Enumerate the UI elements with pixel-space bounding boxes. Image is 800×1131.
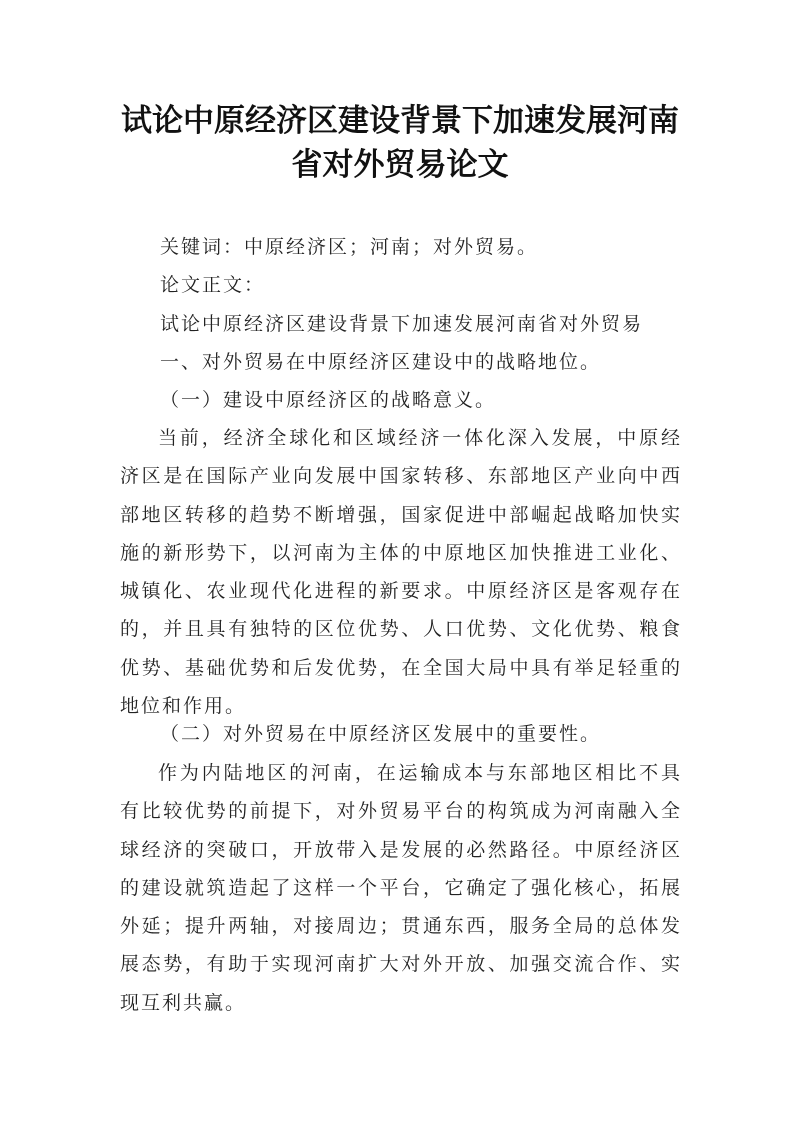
keywords-line: 关键词：中原经济区；河南；对外贸易。 [160, 236, 539, 258]
document-title-line-1: 试论中原经济区建设背景下加速发展河南 [121, 103, 679, 139]
body-label: 论文正文： [160, 274, 266, 296]
article-subtitle: 试论中原经济区建设背景下加速发展河南省对外贸易 [160, 313, 644, 335]
paragraph-1: 当前，经济全球化和区域经济一体化深入发展，中原经济区是在国际产业向发展中国家转移、东部地区产业向中西部地区转移的趋势不断增强，国家促进中部崛起战略加快实施的新形势下，以河南为主体的中原地区加快推进工业化、城镇化、农业现代化进程的新要求。中原经济区是客观存在的，并且具有独特的区位优势、人口优势、文化优势、粮食优势、基础优势和后发优势，在全国大局中具有举足轻重的地位和作用。 [120, 427, 682, 718]
document-title-line-2: 省对外贸易论文 [291, 147, 509, 183]
subsection-2-heading: （二）对外贸易在中原经济区发展中的重要性。 [160, 723, 602, 745]
subsection-1-heading: （一）建设中原经济区的战略意义。 [160, 389, 497, 411]
paragraph-2: 作为内陆地区的河南，在运输成本与东部地区相比不具有比较优势的前提下，对外贸易平台的构筑成为河南融入全球经济的突破口，开放带入是发展的必然路径。中原经济区的建设就筑造起了这样一个平台，它确定了强化核心，拓展外延；提升两轴，对接周边；贯通东西，服务全局的总体发展态势，有助于实现河南扩大对外开放、加强交流合作、实现互利共赢。 [120, 762, 682, 1014]
section-1-heading: 一、对外贸易在中原经济区建设中的战略地位。 [160, 351, 602, 373]
